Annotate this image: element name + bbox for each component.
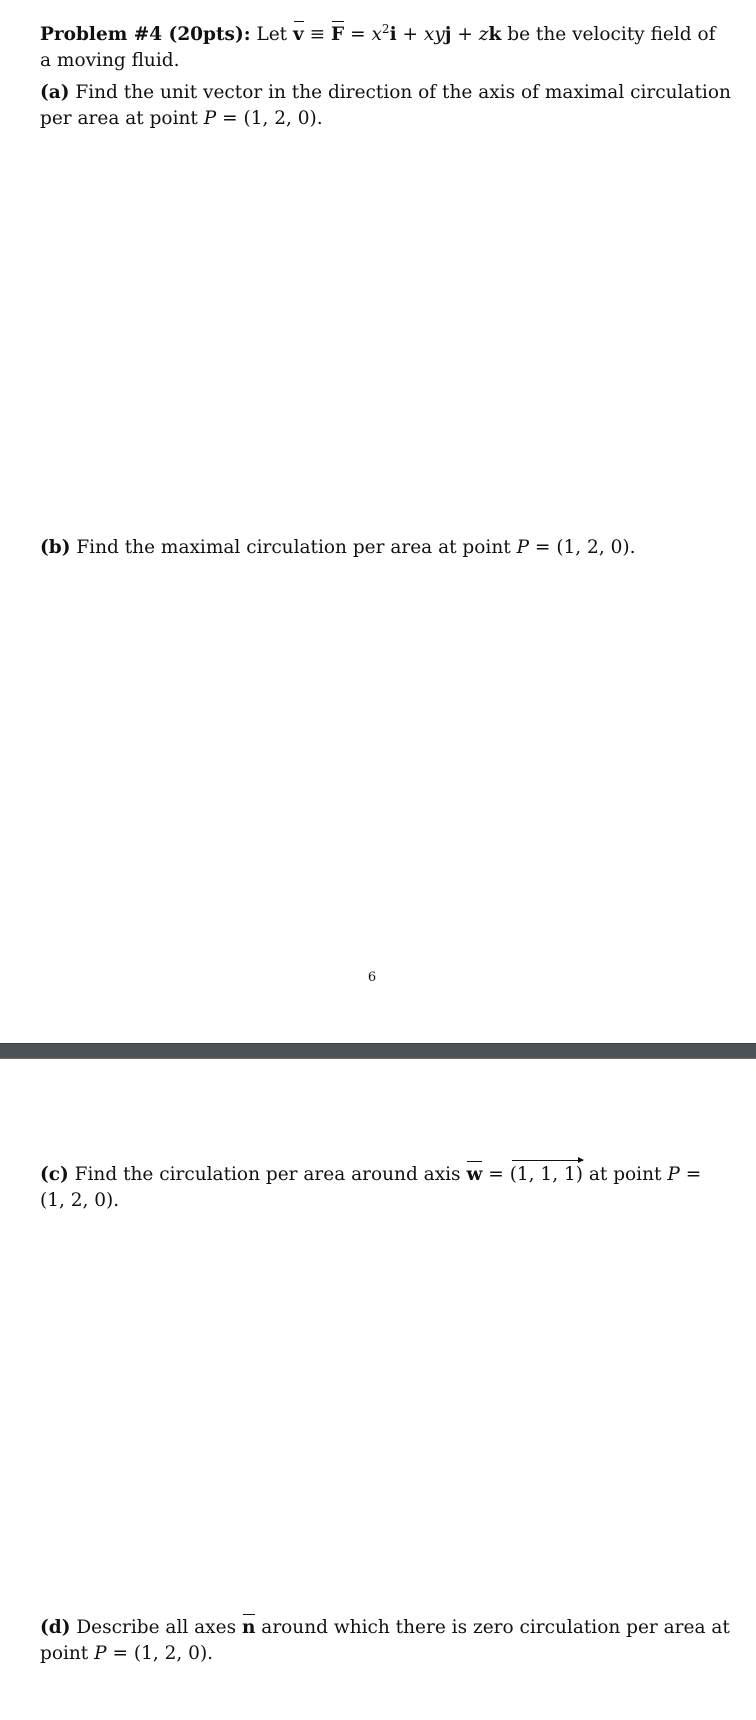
point-symbol: P	[516, 537, 530, 558]
k-unit-vector: k	[488, 24, 502, 45]
problem-intro-post: be the velocity field of	[507, 24, 716, 45]
plus-sign-2: +	[457, 24, 473, 45]
point-symbol: P	[94, 1643, 107, 1664]
part-c	[40, 1162, 706, 1214]
equals-sign: =	[350, 24, 366, 45]
z-symbol: z	[478, 24, 489, 45]
part-b-text: Find the maximal circulation per area at point	[76, 537, 511, 558]
equals-sign: =	[534, 537, 551, 558]
equals-sign: =	[488, 1164, 504, 1185]
part-a-line2-pre: per area at point	[40, 108, 198, 129]
j-unit-vector: j	[444, 24, 452, 45]
equals-sign: =	[112, 1643, 128, 1664]
part-b-label: (b)	[40, 537, 71, 558]
part-c-text-mid: at point	[588, 1164, 662, 1185]
equals-sign-2: =	[685, 1164, 702, 1185]
part-c-text: Find the circulation per area around axis	[74, 1164, 461, 1185]
part-a	[40, 80, 731, 132]
equals-sign: =	[222, 108, 238, 129]
point-symbol: P	[203, 108, 217, 129]
part-a-line1: Find the unit vector in the direction of the axis of maximal circulation	[75, 82, 731, 103]
part-a-label: (a)	[40, 82, 70, 103]
xy-symbol: xy	[423, 24, 445, 45]
part-b	[40, 535, 706, 561]
point-coordinates: (1, 2, 0).	[243, 108, 323, 129]
plus-sign-1: +	[402, 24, 418, 45]
page-bottom	[0, 1059, 756, 1720]
part-c-line2: (1, 2, 0).	[40, 1190, 120, 1211]
page-number: 6	[367, 970, 377, 985]
equiv-sign: ≡	[309, 24, 326, 45]
point-coordinates: (1, 2, 0).	[556, 537, 636, 558]
part-c-label: (c)	[40, 1164, 69, 1185]
velocity-vector-symbol: v	[293, 22, 304, 48]
part-d-line1-post: around which there is zero circulation per area at	[261, 1617, 730, 1638]
problem-intro-line2: a moving fluid.	[40, 50, 180, 71]
part-d-line2-pre: point	[40, 1643, 89, 1664]
problem-statement	[40, 21, 716, 74]
exponent-two: 2	[381, 21, 390, 36]
problem-heading: Problem #4 (20pts):	[40, 24, 251, 45]
point-symbol: P	[667, 1164, 680, 1185]
i-unit-vector: i	[389, 24, 397, 45]
point-coordinates: (1, 2, 0).	[133, 1643, 214, 1664]
n-vector-symbol: n	[242, 1615, 255, 1641]
w-vector-value: (1, 1, 1)	[510, 1162, 583, 1188]
part-d-label: (d)	[40, 1617, 71, 1638]
w-vector-symbol: w	[466, 1162, 482, 1188]
part-d-text: Describe all axes	[76, 1617, 237, 1638]
x-symbol: x	[371, 24, 382, 45]
field-vector-symbol: F	[331, 22, 344, 48]
part-d	[40, 1615, 730, 1667]
problem-intro-pre: Let	[256, 24, 288, 45]
page-divider	[0, 1043, 756, 1059]
